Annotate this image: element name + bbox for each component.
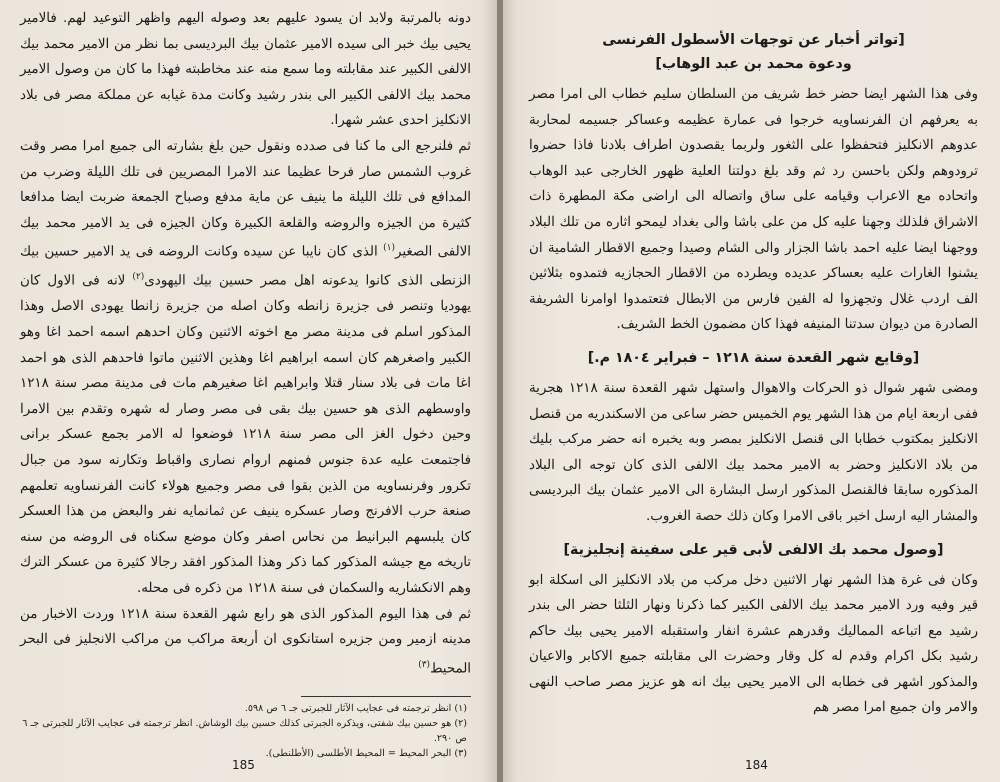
- left-page: [0, 0, 497, 782]
- left-paragraph-2-text: ثم فلنرجع الى ما كنا فى صدده ونقول حين بلغ بشارته الى جميع امرا مصر وقت غروب الشمس صار فرحا عظيما عند الامرا المصريين فى تلك الليلة وضرب من المدافع فى تلك الليلة ما ينيف عن ماية مدفع وصباح الجمعة ضربت ايضا مدافعا كثيرة من الجيزه والروضه والقلعة الكبيرة وكان الجيزه فى يد الامير محمد بيك الالفى الصغير: [20, 138, 472, 260]
- footnote-divider: [301, 696, 471, 697]
- section-heading-2: [541, 346, 966, 370]
- left-paragraph-2-cont: الذى كان نايبا عن سيده وكانت الروضه فى يد الامير حسين بيك الزنطى الذى كانوا يدعونه اهل مصر حسين بيك اليهودى: [20, 244, 471, 289]
- right-page: [503, 0, 1000, 782]
- section-heading-3-text: [وصول محمد بك الالفى لأبى قير على سفينة إنجليزية]: [563, 541, 944, 558]
- footnote-3: (٣) البحر المحيط = المحيط الأطلسى (الأطلنطى).: [265, 747, 467, 759]
- footnote-mark-2: (٢): [132, 272, 145, 283]
- section-heading-1-line-1: [تواتر أخبار عن توجهات الأسطول الفرنسى: [602, 32, 905, 48]
- section-heading-1: [541, 28, 966, 76]
- footnote-1: (١) انظر ترجمته فى عجايب الآثار للجبرتى جـ ٦ ص ٥٩٨.: [244, 702, 467, 714]
- section-heading-3: [541, 538, 966, 562]
- section-heading-2-text: [وقايع شهر القعدة سنة ١٢١٨ – فبراير ١٨٠٤ م.]: [587, 349, 920, 366]
- footnote-2: (٢) هو حسين بيك شفتى، ويذكره الجبرتى كذلك حسين بيك الوشاش. انظر ترجمته فى عجايب الآثار للجبرتى جـ ٦ ص ٢٩٠.: [22, 717, 467, 744]
- page-number-right: 184: [745, 758, 768, 772]
- left-paragraph-3: [20, 602, 471, 682]
- footnote-mark-3: (٣): [418, 659, 431, 670]
- section-heading-1-line-2: ودعوة محمد بن عبد الوهاب]: [655, 56, 852, 72]
- page-number-left: 185: [232, 758, 255, 772]
- footnote-mark-1: (١): [383, 243, 395, 254]
- left-paragraph-2: [20, 134, 471, 602]
- right-paragraph-2: ومضى شهر شوال ذو الحركات والاهوال واستهل شهر القعدة سنة ١٢١٨ هجرية ففى اربعة ايام من هذا الشهر يوم الخميس حضر ساعى من الاسكندريه من قنصل الانكليز بمكتوب خطابا الى قنصل الانكليز بمصر وبه يخبره انه حضر مركب بليك من بلاد الانكليز وحضر به الامير محمد بيك الالفى الذى كان توجه الى البلاد المذكوره سابقا فالقنصل المذكور ارسل البشارة الى الامير عثمان بيك البرديسى والمشار اليه ارسل اخبر باقى الامرا وكان ذلك حصة الغروب.: [529, 380, 978, 524]
- left-paragraph-1: دونه بالمرتبة ولابد ان يسود عليهم بعد وصوله اليهم واظهر التوعيد لهم. فالامير يحيى بيك خبر الى سيده الامير عثمان بيك البرديسى بما نظر من الامير محمد بيك الالفى الكبير عند مقابلته وما سمع منه عند مخاطبته فهذا ما كان من وصول الامير محمد بيك الالفى الكبير الى بندر رشيد وكانت مدة غيابه عن مملكة مصر فى بلاد الانكليز احدى عشر شهرا.: [20, 11, 471, 129]
- right-paragraph-1: وفى هذا الشهر ايضا حضر خط شريف من السلطان سليم خطاب الى امرا مصر به يعرفهم ان الفرنساويه خرجوا فى عمارة عظيمه وعساكر جسيمه لمحاربة عدوهم الانكليز فتحفظوا على الثغور ولربما يقصدون اطراف بلادنا فاذا حضروا ترودوهم ولكن باحسن رد ثم وقد بلغ دولتنا العلية ظهور الخارجى عبد الوهاب واتحاده مع الاعراب وقيامه على ساق واتصاله الى اراضى مكة المطهرة ذات الاشراق فلذلك وجهنا عليه كل من على باشا والى بغداد ليمحو اثاره من تلك البلاد ووجهنا ايضا عليه احمد باشا الجزار والى الشام وصيدا وجميع الاقطار الشامية ان يشنوا الغارات عليه بعساكر عديده ويطرده من الاقطار الحجازيه فتمدوه بثلاثين الف اردب غلال وتجهزوا له الفين فارس من الابطال فتعتمدوا اوامرنا الشريفة الصادرة من ديوان سدتنا المنيفه فهذا كان مضمون الخط الشريف.: [529, 87, 978, 333]
- right-paragraph-3: وكان فى غرة هذا الشهر نهار الاثنين دخل مركب من بلاد الانكليز الى اسكلة ابو قير وفيه ورد الامير محمد بيك الالفى الكبير كما ذكرنا ونهار الثلثا حضر الى بندر رشيد مع اتباعه المماليك وقدرهم عشرة انفار واستقبله الامير يحيى بيك حاكم رشيد بكل اكرام وقدم له كل وقار وحضرت الى مقابلته جميع الاكابر والاعيان والمذكور اشهر فى خطابه الى الامير يحيى بيك انه هو عزيز مصر صاحب النهى والامر وان جميع امرا مصر هم: [529, 572, 978, 716]
- left-paragraph-2-rest: لانه فى الاول كان يهوديا وتنصر فى جزيرة زانطه وكان اصله من جزيرة زانطا يهودى الاصل وهذا المذكور اسلم فى مدينة مصر مع اخوته الاثنين وكان احدهم اسمه احمد اغا وهو الكبير واصغرهم كان اسمه ابراهيم اغا وهذين الاثنين ماتوا فاحدهم الذى هو احمد اغا مات فى بلاد سنار قتلا وابراهيم اغا صغيرهم مات فى مدينة مصر سنة ١٢١٨ واوسطهم الذى هو حسين بيك بقى فى مصر وصار له شهره وتقدم بين الامرا وحين دخول الغز الى مصر سنة ١٢١٨ فوضعوا له الامر بجمع عسكر برانى فاجتمعت عليه عدة جنوس فمنهم اروام نصارى واقباط وتكارنه سود من جبال تكرور وفرنساويه من الذين بقوا فى مصر وجميع هولاء كانت الفرنساويه تعلمهم صنعة حرب الافرنج وصار عسكره ينيف عن ثمانمايه نفر والبعض من هذا العسكر كان يلبسهم البرانيط من نحاس اصفر وكان موضع سكناه فى الروضه من سنه تاريخه مع جيشه المذكور كما ذكر وهذا المذكور افقد رجالا كثيرة من عسكر الترك وهم الانكشاريه والسكمان فى سنة ١٢١٨ من ذكره فى محله.: [20, 273, 471, 596]
- left-paragraph-3-text: ثم فى هذا اليوم المذكور الذى هو رابع شهر القعدة سنة ١٢١٨ وردت الاخبار من مدينه ازمير ومن جزيره استانكوى ان أربعة مراكب من مراكب الانجليز فى البحر المحيط: [20, 606, 471, 677]
